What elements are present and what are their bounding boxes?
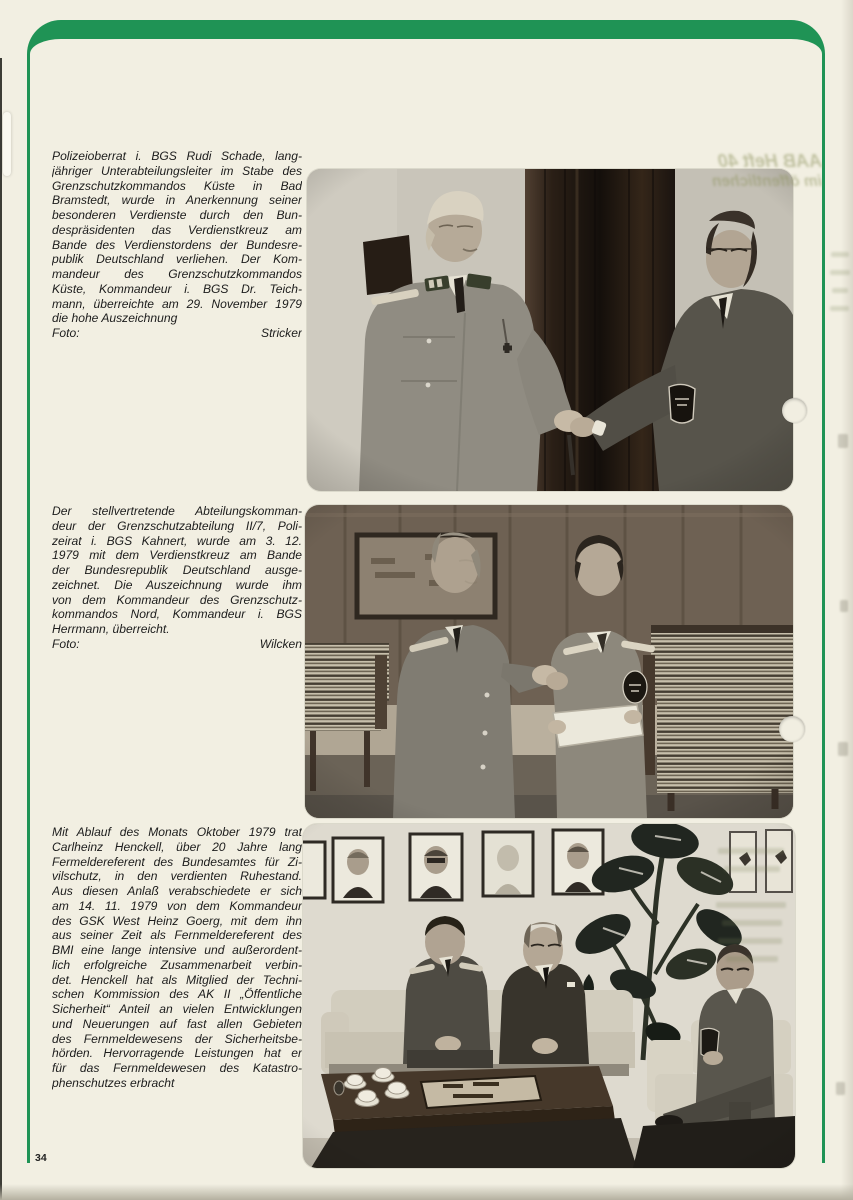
article-kahnert bbox=[52, 504, 302, 652]
bleed-through-line2: im öffentlichen bbox=[712, 173, 822, 190]
photo-award-kahnert bbox=[305, 505, 793, 818]
page-number: 34 bbox=[35, 1152, 47, 1164]
paper-scuff bbox=[3, 112, 11, 176]
scan-edge-left bbox=[0, 58, 2, 1200]
photo-award-schade bbox=[307, 169, 793, 491]
article-schade-text: Polizeioberrat i. BGS Rudi Schade, lang- jähriger Unterabteilungsleiter im Stabe des Grenzschutzkommandos Küste in Bad Bramstedt, wurde in Anerkennung seiner besonderen Verdienste durch den Bun- despräsidenten das Verdienstkreuz am Bande des Verdienstordens der Bundesre- publik Deutschland verliehen. Der Kom- mandeur des Grenzschutzkommandos Küste, Kommandeur i. BGS Dr. Teich- mann, überreichte am 29. November 1979 die hohe Auszeichnung bbox=[52, 149, 302, 326]
punch-hole-top bbox=[782, 398, 807, 423]
photo-farewell-henckell-graphic bbox=[303, 824, 795, 1168]
scan-edge-bottom bbox=[0, 1184, 853, 1200]
article-henckell-text: Mit Ablauf des Monats Oktober 1979 trat Carlheinz Henckell, über 20 Jahre lang Fermeldereferent des Bundesamtes für Zi- vilschutz, in den verdienten Ruhestand. Aus diesen Anlaß verabschiedete er sich am 14. 11. 1979 von dem Kommandeur des GSK West Heinz Goerg, mit dem ihn aus seiner Zeit als Fernmeldereferent des BMI eine lange intensive und außerordent- lich erfolgreiche Zusammenarbeit verbin- det. Henckell hat als Mitglied der Techni- schen Kommission des AK II „Öffentliche Sicherheit“ Anteil an vielen Entwicklungen und Neuerungen auf fast allen Gebieten des Fernmeldewesens der Sicherheitsbe- hörden. Hervorragende Leistungen hat er für das Fernmeldewesen des Katastro- phenschutzes erbracht bbox=[52, 825, 302, 1090]
scan-edge-right bbox=[841, 0, 853, 1200]
photo-award-schade-graphic bbox=[307, 169, 793, 491]
photo-farewell-henckell bbox=[303, 824, 795, 1168]
photo-credit-1: Foto: Stricker bbox=[52, 326, 302, 340]
photo-award-kahnert-graphic bbox=[305, 505, 793, 818]
article-henckell bbox=[52, 825, 302, 1091]
photo-credit-2: Foto: Wilcken bbox=[52, 636, 302, 651]
bleed-through-line1: AAB Heft 40 bbox=[717, 151, 822, 171]
article-kahnert-text: Der stellvertretende Abteilungskomman- deur der Grenzschutzabteilung II/7, Poli- zeirat i. BGS Kahnert, wurde am 3. 12. 1979 mit dem Verdienstkreuz am Bande der Bundesrepublik Deutschland ausge- zeichnet. Die Auszeichnung wurde ihm von dem Kommandeur des Grenzschutz- kommandos Nord, Kommandeur i. BGS Herrmann, überreicht. bbox=[52, 504, 302, 636]
punch-hole-bottom bbox=[779, 716, 805, 742]
article-schade bbox=[52, 149, 302, 341]
